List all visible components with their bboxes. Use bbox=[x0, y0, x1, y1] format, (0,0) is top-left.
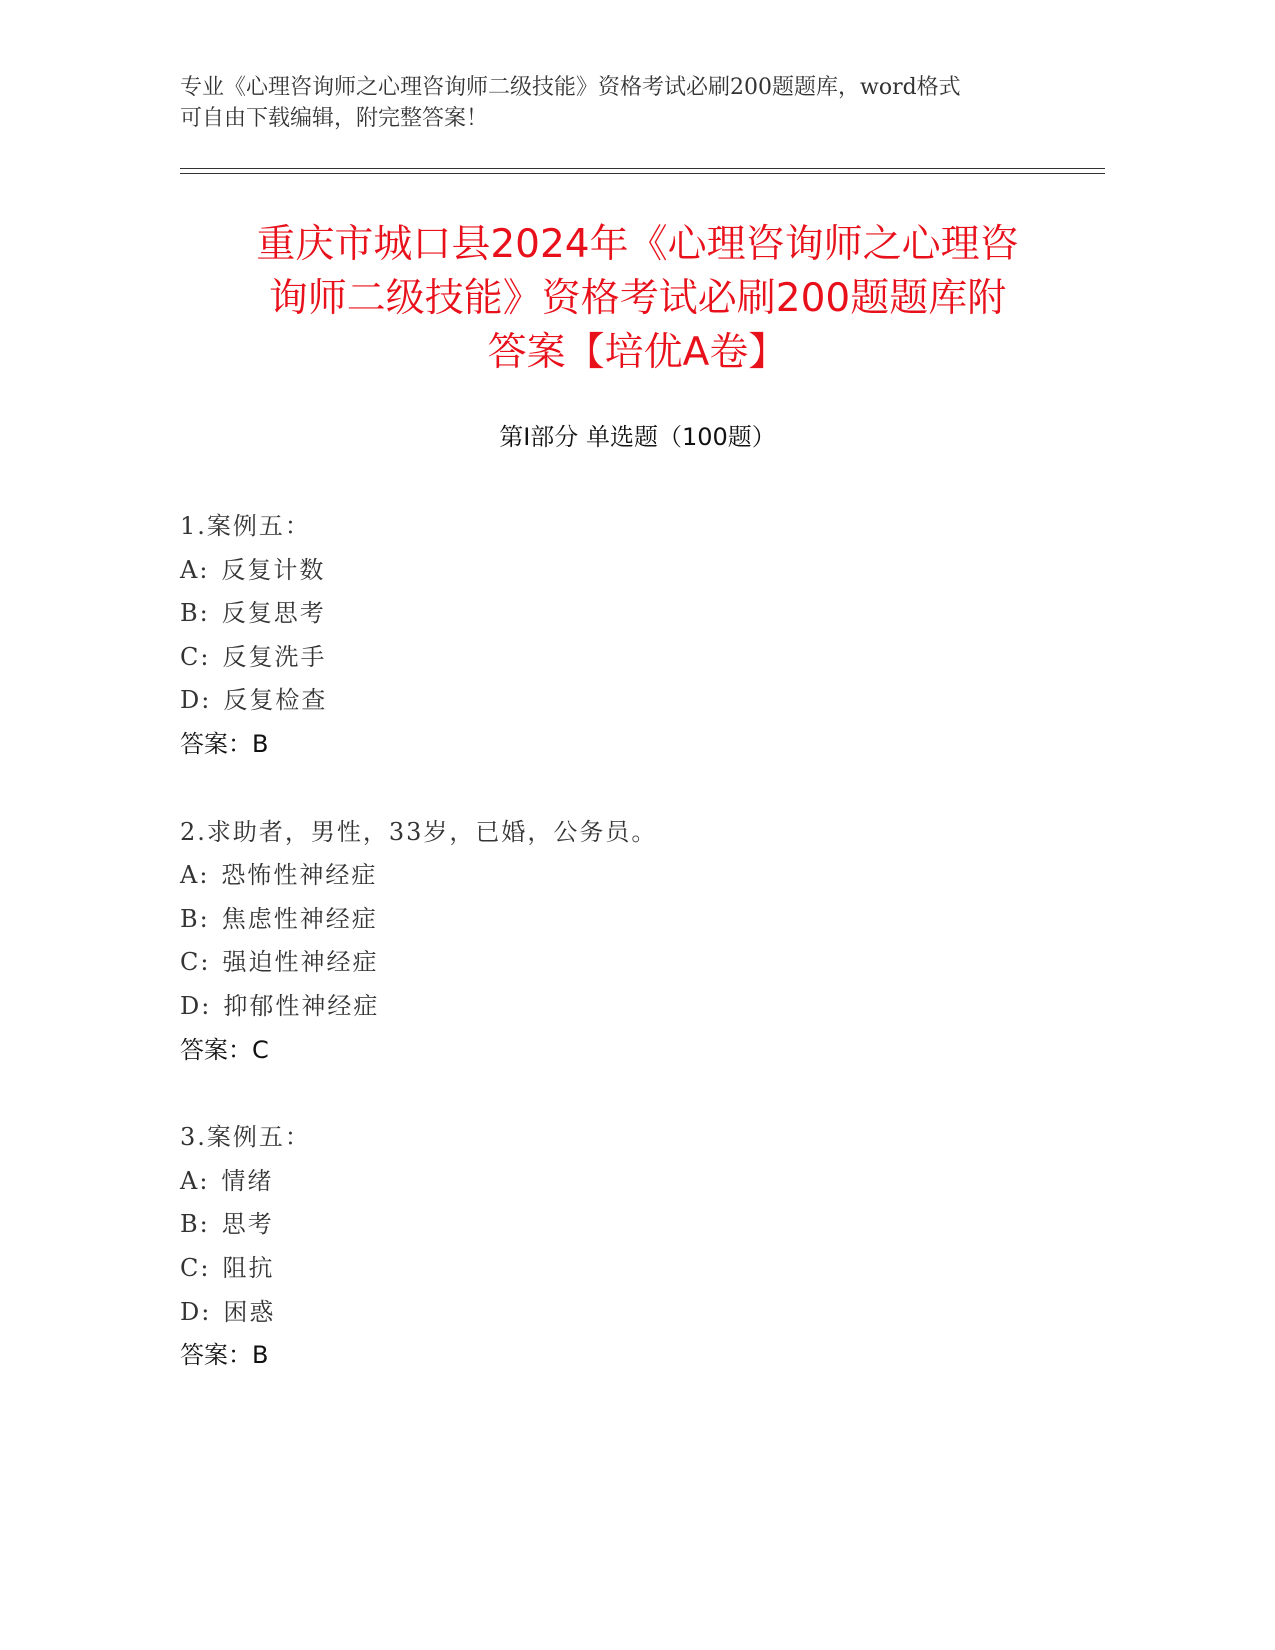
option-key: C: bbox=[180, 642, 211, 671]
question-stem: 2.求助者，男性，33岁，已婚，公务员。 bbox=[180, 817, 658, 846]
option-key: D: bbox=[180, 1297, 212, 1326]
question-2 bbox=[180, 811, 1080, 1073]
document-title-line-1: 重庆市城口县2024年《心理咨询师之心理咨 bbox=[256, 222, 1019, 267]
option-c bbox=[180, 941, 1080, 985]
option-key: A: bbox=[180, 555, 210, 584]
option-text: 抑郁性神经症 bbox=[223, 991, 380, 1020]
option-text: 恐怖性神经症 bbox=[221, 861, 378, 890]
option-text: 反复计数 bbox=[221, 555, 326, 584]
question-1 bbox=[180, 505, 1080, 767]
option-key: B: bbox=[180, 904, 210, 933]
option-text: 强迫性神经症 bbox=[222, 948, 379, 977]
option-d bbox=[180, 679, 1080, 723]
option-b bbox=[180, 592, 1080, 636]
document-title-line-3: 答案【培优A卷】 bbox=[487, 330, 788, 375]
option-text: 思考 bbox=[221, 1210, 274, 1239]
header-note-line-2: 可自由下载编辑，附完整答案！ bbox=[180, 106, 489, 131]
option-a bbox=[180, 549, 1080, 593]
option-b bbox=[180, 898, 1080, 942]
option-key: C: bbox=[180, 948, 211, 977]
option-key: A: bbox=[180, 1166, 210, 1195]
option-d bbox=[180, 1291, 1080, 1335]
option-key: D: bbox=[180, 991, 212, 1020]
document-title bbox=[150, 218, 1125, 380]
answer-line: 答案：B bbox=[180, 1341, 269, 1370]
section-heading: 第Ⅰ部分 单选题（100题） bbox=[499, 423, 776, 451]
answer-line: 答案：C bbox=[180, 1035, 269, 1064]
option-b bbox=[180, 1203, 1080, 1247]
header-divider-bottom bbox=[180, 173, 1105, 174]
option-text: 反复检查 bbox=[223, 686, 328, 715]
option-text: 阻抗 bbox=[222, 1253, 275, 1282]
option-a bbox=[180, 854, 1080, 898]
header-note-line-1: 专业《心理咨询师之心理咨询师二级技能》资格考试必刷200题题库，word格式 bbox=[180, 75, 961, 100]
option-key: B: bbox=[180, 1210, 210, 1239]
option-c bbox=[180, 636, 1080, 680]
answer-line: 答案：B bbox=[180, 729, 269, 758]
question-stem: 3.案例五： bbox=[180, 1123, 311, 1152]
option-text: 焦虑性神经症 bbox=[221, 904, 378, 933]
option-text: 反复洗手 bbox=[222, 642, 327, 671]
option-key: B: bbox=[180, 599, 210, 628]
option-text: 困惑 bbox=[223, 1297, 276, 1326]
question-stem: 1.案例五： bbox=[180, 512, 311, 540]
option-text: 情绪 bbox=[221, 1166, 274, 1195]
header-divider-top bbox=[180, 168, 1105, 169]
option-key: D: bbox=[180, 686, 212, 715]
option-c bbox=[180, 1247, 1080, 1291]
header-note bbox=[180, 72, 1040, 134]
option-key: A: bbox=[180, 861, 210, 890]
question-3 bbox=[180, 1116, 1080, 1378]
option-d bbox=[180, 985, 1080, 1029]
document-title-line-2: 询师二级技能》资格考试必刷200题题库附 bbox=[268, 276, 1007, 321]
option-text: 反复思考 bbox=[221, 599, 326, 628]
option-key: C: bbox=[180, 1253, 211, 1282]
option-a bbox=[180, 1160, 1080, 1204]
question-list bbox=[180, 505, 1080, 1422]
